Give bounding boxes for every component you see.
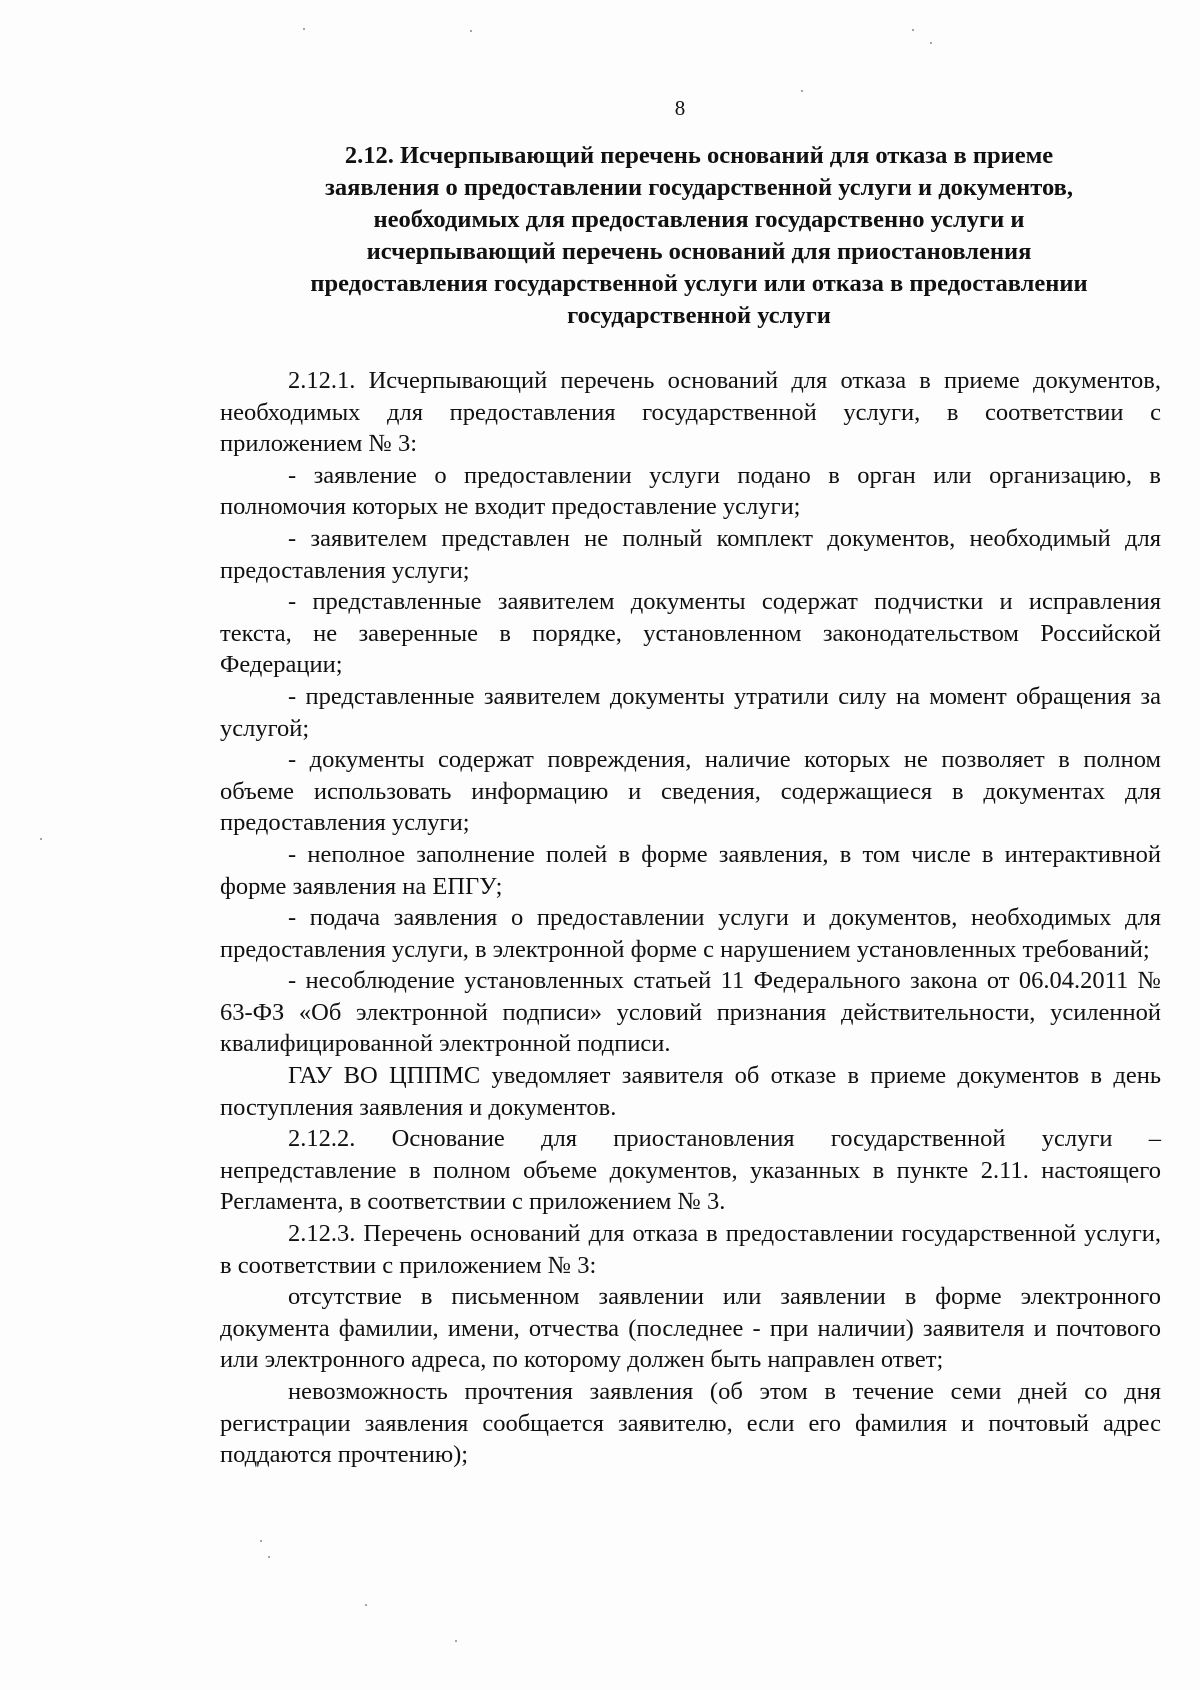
list-item: - неполное заполнение полей в форме заявления, в том числе в интерактивной форме заявления на ЕПГУ; (220, 840, 1161, 900)
scan-speck (303, 28, 305, 30)
heading-line: предоставления государственной услуги или отказа в предоставлении (310, 270, 1088, 297)
list-item: - несоблюдение установленных статьей 11 Федерального закона от 06.04.2011 № 63-ФЗ «Об электронной подписи» условий признания действительности, усиленной квалифицированной электронной подписи. (220, 967, 1161, 1058)
list-item: невозможность прочтения заявления (об этом в течение семи дней со дня регистрации заявления сообщается заявителю, если его фамилия и почтовый адрес поддаются прочтению); (220, 1378, 1161, 1469)
heading-line: заявления о предоставлении государственной услуги и документов, (325, 174, 1073, 201)
scan-speck (930, 42, 932, 44)
paragraph-2-12-3: 2.12.3. Перечень оснований для отказа в предоставлении государственной услуги, в соответствии с приложением № 3: (220, 1220, 1161, 1279)
list-item: - подача заявления о предоставлении услуги и документов, необходимых для предоставления услуги, в электронной форме с нарушением установленных требований; (220, 904, 1161, 963)
heading-line: необходимых для предоставления государственно услуги и (373, 206, 1025, 233)
heading-line: исчерпывающий перечень оснований для приостановления (366, 238, 1032, 265)
document-body (220, 365, 1161, 1471)
section-heading (245, 140, 1153, 332)
scan-speck (40, 838, 42, 840)
heading-line: 2.12. Исчерпывающий перечень оснований для отказа в приеме (344, 142, 1054, 169)
heading-line: государственной услуги (567, 302, 831, 329)
scan-speck (912, 29, 914, 31)
scan-speck (470, 30, 472, 32)
paragraph-2-12-1: 2.12.1. Исчерпывающий перечень оснований для отказа в приеме документов, необходимых для предоставления государственной услуги, в соответствии с приложением № 3: (220, 367, 1161, 458)
scan-speck (801, 90, 803, 92)
scan-speck (268, 1556, 270, 1558)
scan-speck (455, 1640, 457, 1642)
list-item: - документы содержат повреждения, наличие которых не позволяет в полном объеме использовать информацию и сведения, содержащиеся в документах для предоставления услуги; (220, 746, 1161, 837)
scan-speck (365, 1604, 367, 1606)
list-item: - заявление о предоставлении услуги подано в орган или организацию, в полномочия которых не входит предоставление услуги; (220, 461, 1161, 521)
list-item: - заявителем представлен не полный комплект документов, необходимый для предоставления услуги; (220, 524, 1161, 584)
paragraph-2-12-2: 2.12.2. Основание для приостановления государственной услуги – непредставление в полном объеме документов, указанных в пункте 2.11. настоящего Регламента, в соответствии с приложением № 3. (220, 1125, 1161, 1216)
notice-paragraph: ГАУ ВО ЦППМС уведомляет заявителя об отказе в приеме документов в день поступления заявления и документов. (220, 1062, 1161, 1121)
list-item: - представленные заявителем документы утратили силу на момент обращения за услугой; (220, 682, 1161, 742)
list-item: отсутствие в письменном заявлении или заявлении в форме электронного документа фамилии, имени, отчества (последнее - при наличии) заявителя и почтового или электронного адреса, по которому должен быть направлен ответ; (220, 1283, 1161, 1374)
list-item: - представленные заявителем документы содержат подчистки и исправления текста, не заверенные в порядке, установленном законодательством Российской Федерации; (220, 588, 1161, 679)
page-number: 8 (674, 96, 686, 120)
scan-speck (260, 1540, 262, 1542)
